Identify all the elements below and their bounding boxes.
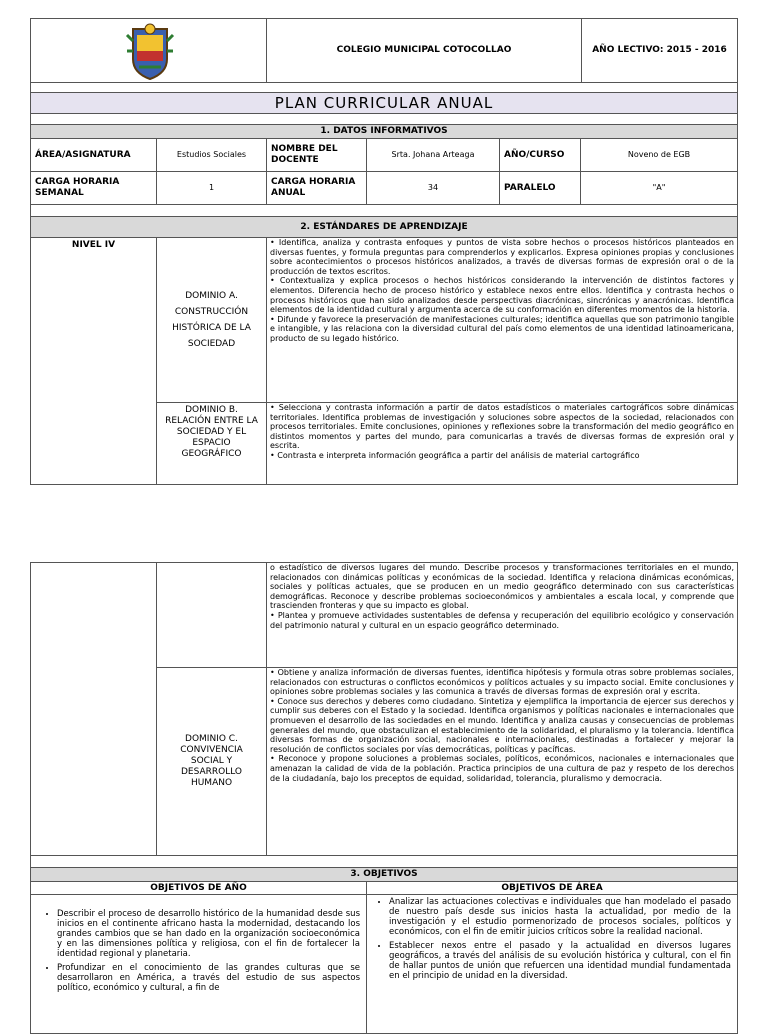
coat-of-arms-icon [125,21,175,81]
section-title-datos: 1. DATOS INFORMATIVOS [30,124,738,139]
paralelo-label: PARALELO [499,171,581,205]
section-title-objetivos: 3. OBJETIVOS [30,867,738,882]
area-value: Estudios Sociales [156,138,267,172]
dominio-a-label: DOMINIO A. CONSTRUCCIÓN HISTÓRICA DE LA SOCIEDAD [156,237,267,403]
plan-title: PLAN CURRICULAR ANUAL [30,92,738,114]
objetivos-ano-header: OBJETIVOS DE AÑO [30,881,367,895]
dominio-b-text [266,402,738,485]
dominio-a-text [266,237,738,403]
objetivo-item: • Profundizar en el conocimiento de las grandes culturas que se desarrollaron en América, a través del estudio de sus aspectos político, económico y cultural, a fin de [57,963,360,993]
objetivos-area-cell [366,894,738,1034]
estandar-item: • Difunde y favorece la preservación de manifestaciones culturales; identifica aquellas que son patrimonio tangible e intangible, y las relaciona con la diversidad cultural del país como elementos de una identidad latinoamericana, producto de su legado histórico. [270,314,734,343]
nivel-label: NIVEL IV [30,237,157,485]
carga-semanal-value: 1 [156,171,267,205]
estandar-item: • Contrasta e interpreta información geográfica a partir del análisis de material cartográfico [270,450,640,460]
dominio-c-text [266,667,738,856]
objetivo-item: • Establecer nexos entre el pasado y la actualidad en diversos lugares geográficos, a través del análisis de su evolución histórica y cultural, con el fin de hallar puntos de unión que refuercen una identidad mundial fundamentada en el principio de unidad en la diversidad. [389,941,731,981]
estandar-item: • Obtiene y analiza información de diversas fuentes, identifica hipótesis y formula otras sobre problemas sociales, relacionados con estructuras o conflictos económicos y políticos actuales y su impacto social. Emite conclusiones y opiniones sobre problemas sociales y las comunica a través de diversas formas de expresión oral y escrita. [270,668,734,697]
carga-anual-value: 34 [366,171,500,205]
objetivos-ano-cell [30,894,367,1034]
carga-semanal-label: CARGA HORARIA SEMANAL [30,171,157,205]
nivel-continuation [30,562,157,856]
dominio-b-text-cont [266,562,738,668]
estandar-item: • Conoce sus derechos y deberes como ciudadano. Sintetiza y ejemplifica la importancia de ejercer sus derechos y cumplir sus deberes con el Estado y la sociedad. Identifica organismos y políticas nacionales e internacionales que promueven el desarrollo de las sociedades en el mundo. Identifica y analiza causas y consecuencias de problemas generales del mundo, que obstaculizan el establecimiento de la solidaridad, el pluralismo y la tolerancia. Identifica diversas formas de organización social, nacionales e internacionales, destinadas a fortalecer y mejorar la resolución de conflictos sociales por vías democráticas, políticas y pacíficas. [270,696,734,754]
carga-anual-label: CARGA HORARIA ANUAL [266,171,367,205]
estandar-item: • Contextualiza y explica procesos o hechos históricos considerando la intervención de distintos factores y elementos. Diferencia hecho de proceso histórico y establece nexos entre ellos. Identifica y contrasta hechos o procesos históricos que han sido analizados desde perspectivas diacrónicas, sincrónicas y anacrónicas. Identifica elementos de la identidad cultural y argumenta acerca de su conformación en diferentes momentos de la historia. [270,276,734,315]
section-title-estandares: 2. ESTÁNDARES DE APRENDIZAJE [30,216,738,238]
paralelo-value: "A" [580,171,738,205]
estandar-item: o estadístico de diversos lugares del mundo. Describe procesos y transformaciones territoriales en el mundo, relacionados con dinámicas políticas y económicas de la sociedad. Identifica y relaciona dinámicas económicas, sociales y políticas actuales, que se producen en un medio geográfico determinado con sus características demográficas. Reconoce y describe problemas socioeconómicos y ambientales a escala local, y comprende que trascienden fronteras y que su impacto es global. [270,563,734,611]
school-year: AÑO LECTIVO: 2015 - 2016 [581,18,738,83]
curso-label: AÑO/CURSO [499,138,581,172]
logo-cell [30,18,267,83]
objetivos-area-header: OBJETIVOS DE ÁREA [366,881,738,895]
school-name: COLEGIO MUNICIPAL COTOCOLLAO [266,18,582,83]
docente-value: Srta. Johana Arteaga [366,138,500,172]
objetivo-item: • Analizar las actuaciones colectivas e individuales que han modelado el pasado de nuestro país desde sus inicios hasta la actualidad, por medio de la investigación y el estudio pormenorizado de procesos sociales, políticos y económicos, con el fin de emitir juicios críticos sobre la realidad nacional. [389,897,731,937]
estandar-item: • Selecciona y contrasta información a partir de datos estadísticos o materiales cartográficos sobre dinámicas territoriales. Identifica problemas de investigación y soluciones sobre aspectos de la sociedad, relacionados con procesos territoriales. Emite conclusiones, opiniones y reflexiones sobre la transformación del medio geográfico en distintos momentos y partes del mundo, para comunicarlas a través de diversas formas de expresión oral y escrita. [270,403,734,451]
objetivo-item: • Describir el proceso de desarrollo histórico de la humanidad desde sus inicios en el continente africano hasta la modernidad, destacando los grandes cambios que se han dado en la organización socioeconómica y en las dimensiones política y religiosa, con el fin de fortalecer la identidad regional y planetaria. [57,909,360,959]
estandar-item: • Reconoce y propone soluciones a problemas sociales, políticos, económicos, nacionales e internacionales que amenazan la calidad de vida de la población. Practica principios de una cultura de paz y respeto de los derechos de la ciudadanía, bajo los preceptos de equidad, solidaridad, tolerancia, pluralismo y democracia. [270,754,734,783]
dominio-b-label: DOMINIO B. RELACIÓN ENTRE LA SOCIEDAD Y EL ESPACIO GEOGRÁFICO [156,402,267,485]
docente-label: NOMBRE DEL DOCENTE [266,138,367,172]
estandar-item: • Plantea y promueve actividades sustentables de defensa y recuperación del equilibrio ecológico y conservación del patrimonio natural y cultural en un espacio geográfico determinado. [270,610,734,630]
area-label: ÁREA/ASIGNATURA [30,138,157,172]
dominio-b-continuation-label [156,562,267,668]
estandar-item: • Identifica, analiza y contrasta enfoques y puntos de vista sobre hechos o procesos históricos planteados en diversas fuentes, y formula preguntas para comprenderlos y explicarlos. Expresa opiniones propias y conclusiones sobre acontecimientos o procesos históricos analizados, a través de diversas formas de expresión oral o de la producción de textos escritos. [270,238,734,276]
curso-value: Noveno de EGB [580,138,738,172]
dominio-c-label: DOMINIO C. CONVIVENCIA SOCIAL Y DESARROLLO HUMANO [156,667,267,856]
